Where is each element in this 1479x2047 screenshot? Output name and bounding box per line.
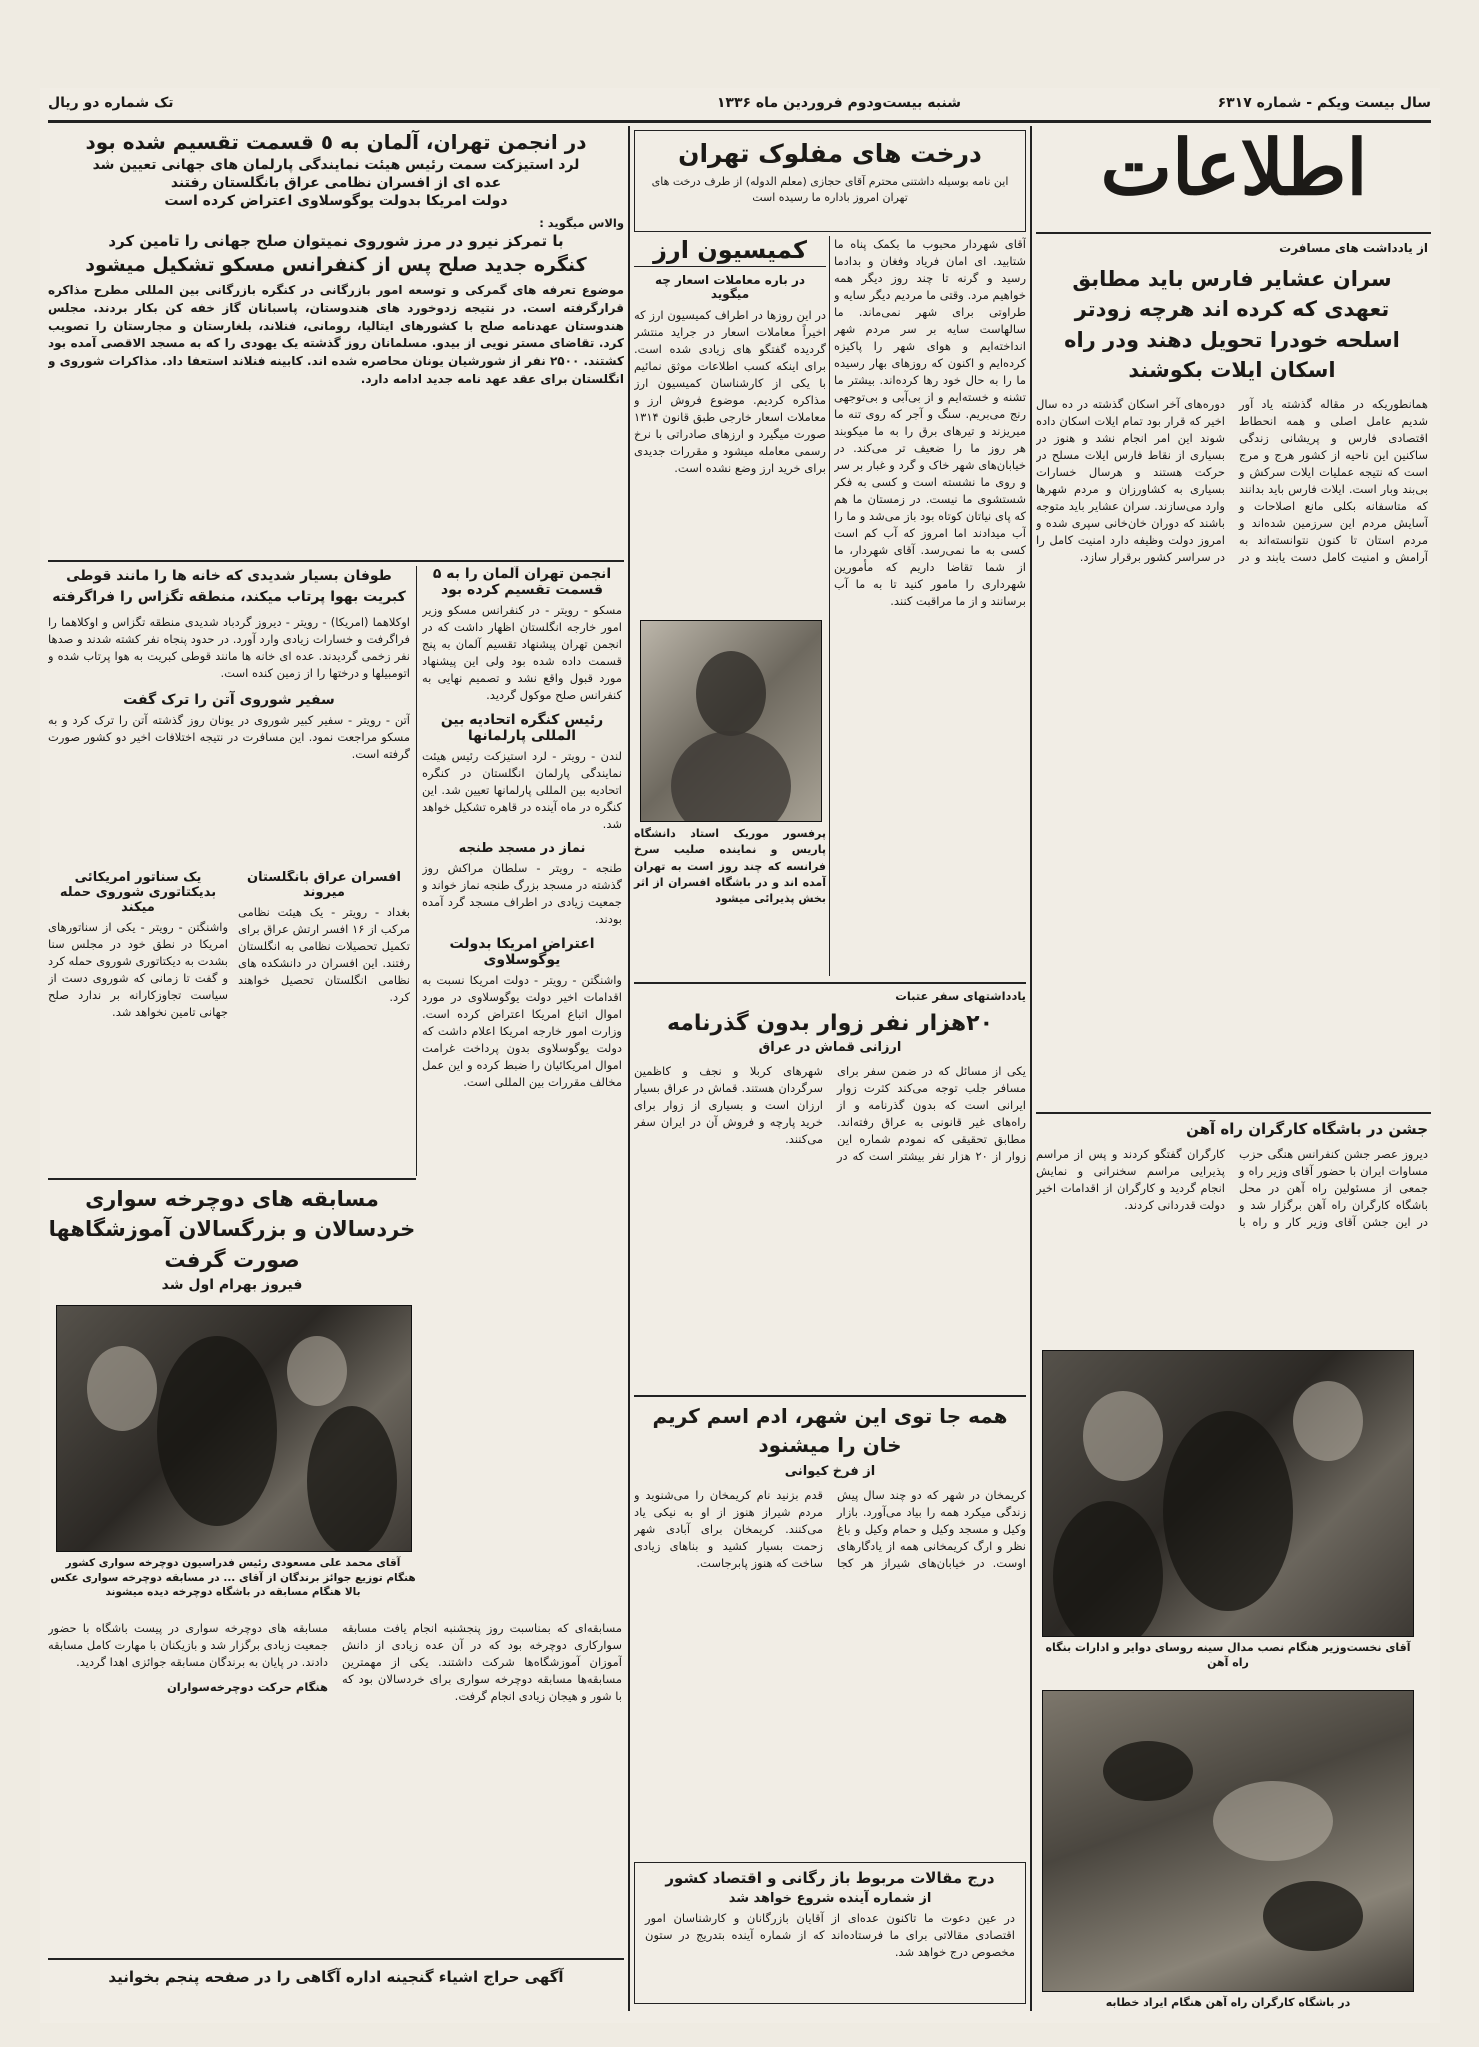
protest-headline: اعتراض امریکا بدولت یوگوسلاوی	[449, 936, 595, 969]
masthead	[1038, 128, 1430, 228]
section-rule	[634, 982, 1026, 984]
bike-photo-note: هنگام حرکت دوچرخه‌سواران	[166, 1680, 328, 1695]
trees-body: آقای شهردار محبوب ما بکمک پناه ما شتابید. ای امان فریاد وفغان و بدادما رسید و گرنه تا چند روز دیگر همه خواهیم مرد. وقتی ما مردیم دیگر سایه و طراوتی برای شهر نمی‌ماند. ما سالهاست سایه بر سر مردم شهر انداخته‌ایم و هوای شهر را پاکیزه کرده‌ایم و اکنون که روزهای بهار رسیده ما را به حال خود رها کرده‌اند. بیشتر ما تشنه و خسته‌ایم و از بی‌آبی و بی‌توجهی رنج می‌بریم. سنگ و آجر که روی تنه ما میریزند و تیرهای برق را به ما میکوبند هر روز ما را ضعیف تر می‌کند. در خیابان‌های شهر خاک و گرد و غبار بر سر و روی ما نشسته است و کسی به فکر شستشوی ما نیست. در زمستان ما هم که پای نیاتان کوتاه بود باز می‌شد و ما را آب میدادند اما امروز که آب کم است کسی به ما نمی‌رسد. آقای شهردار، ما از شما تقاضا داریم که مأمورین شهرداری را مامور کنید تا به ما آب برسانند و از ما مراقبت کنند.	[834, 237, 1026, 609]
travel-article	[634, 988, 1026, 1388]
storm-article	[48, 566, 410, 866]
photo2-caption: در باشگاه کارگران راه آهن هنگام ایراد خطابه	[1105, 1996, 1351, 2009]
union-body: لندن - رویتر - لرد استیزکت رئیس هیئت نمایندگی پارلمان انگلستان در کنگره اتحادیه بین المللی پارلمانها تعیین شد. این کنگره در ماه آینده در قاهره تشکیل خواهد شد.	[422, 749, 622, 832]
section-rule	[48, 560, 624, 562]
commission-body: در این روزها در اطراف کمیسیون ارز که اخیراً معاملات اسعار در جراید منتشر گردیده گفتگو های زیادی شده است. برای اینکه کسب اطلاعات موثق نمائیم با یکی از کارشناسان کمیسیون ارز مذاکره کردیم. موضوع فروش ارز و معاملات اسعار خارجی طبق قانون ۱۳۱۴ صورت میگیرد و ارزهای صادراتی با نرخ رسمی معامله میشود و مقررات جدیدی برای خرید ارز وضع نشده است.	[634, 308, 826, 476]
anjoman-sub2: عده ای از افسران نظامی عراق بانگلستان رفتند	[170, 175, 502, 191]
issue-date: شنبه بیست‌و‌دوم فروردین ماه ۱۳۳۶	[716, 95, 961, 111]
iraq-headline: افسران عراق بانگلستان میروند	[247, 870, 401, 900]
shiraz-headline: همه جا توی این شهر، ادم اسم کریم خان را میشنود	[652, 1404, 1008, 1457]
tehran-headline: انجمن تهران آلمان را به ۵ قسمت تقسیم کرده بود	[432, 566, 612, 598]
congress-body: موضوع تعرفه های گمرکی و توسعه امور بازرگانی در کنگره بازرگانی بین المللی مطرح مذاکره قرارگرفته است. در نتیجه زدوخورد های هندوستان، پاسبانان گاز خفه کن بکار بردند. مجلس هندوستان عهدنامه صلح با کشورهای ایتالیا، رومانی، فنلاند، بلغارستان و مجارستان را تصویب کرد. تقاضای مستر نویی از بیدو. مسلمانان روز گذشته یک یهودی را که به مسجد الاقصی آمده بود کشتند. ۲۵۰۰ نفر از شورشیان یونان محاصره شده اند. کابینه فنلاند استعفا داد. مذاکرات شوروی و انگلستان برای عقد عهد نامه جدید ادامه دارد.	[48, 283, 624, 386]
mosque-headline: نماز در مسجد طنجه	[458, 841, 586, 857]
photo-workers	[1042, 1690, 1414, 1992]
sub-column-divider	[416, 566, 417, 1176]
lead-kicker: از یادداشت های مسافرت	[1279, 241, 1428, 255]
bike-sub: فیروز بهرام اول شد	[161, 1277, 303, 1294]
bottom-notice: آگهی حراج اشیاء گنجینه اداره آگاهی را در صفحه پنجم بخوانید	[108, 1968, 564, 1986]
union-headline: رئیس کنگره اتحادیه بین المللی پارلمانها	[440, 712, 604, 745]
senator-headline: یک سناتور امریکائی بدیکتاتوری شوروی حمله میکند	[59, 870, 217, 915]
portrait-photo	[640, 620, 822, 822]
senator-article	[48, 870, 228, 1170]
commission-article	[634, 236, 826, 636]
news-roundup	[48, 130, 624, 560]
lead-article	[1036, 240, 1428, 1110]
section-rule	[634, 1395, 1026, 1397]
photo-ceremony	[1042, 1350, 1414, 1637]
header-strip	[48, 92, 1431, 118]
anjoman-sub3: دولت امریکا بدولت یوگوسلاوی اعتراض کرده است	[164, 193, 508, 209]
anjoman-headline: در انجمن تهران، آلمان به ٥ قسمت تقسیم شده بود	[85, 130, 587, 154]
commission-sub: در باره معاملات اسعار چه میگوید	[654, 273, 806, 301]
bike-body: مسابقه‌ای که بمناسبت روز پنجشنبه انجام یافت مسابقه سوارکاری دوچرخه بود که در آن عده زیادی از دانش آموزان آموزشگاه‌ها شرکت داشتند. یکی از مهمترین مسابقه‌ها مسابقه دوچرخه سواری برای خردسالان بود که با شور و هیجان زیادی انجام گرفت.	[342, 1621, 622, 1704]
shiraz-body: کریمخان در شهر که دو چند سال پیش زندگی میکرد همه را بیاد می‌آورد. بازار وکیل و مسجد وکیل و حمام وکیل و باغ نظر و ارگ کریمخانی همه از یادگارهای اوست. در خیابان‌های شیراز هر کجا قدم بزنید نام کریمخان را می‌شنوید و مردم شیراز هنوز از او به نیکی یاد می‌کنند. کریمخان برای آبادی شهر زحمت بسیار کشید و بناهای زیادی ساخت که هنوز پابرجاست.	[634, 1488, 1026, 1571]
bike-header	[48, 1184, 416, 1304]
travel-body: یکی از مسائل که در ضمن سفر برای مسافر جلب توجه می‌کند کثرت زوار ایرانی است که بدون گذرنامه و از راه‌های غیر قانونی به عراق رفته‌اند. مطابق تحقیقی که نمودم شماره این زوار از ۲۰ هزار نفر بیشتر است که در شهرهای کربلا و نجف و کاظمین سرگردان هستند. قماش در عراق بسیار ارزان است و بسیاری از زوار برای خرید پارچه و فروش آن در ایران سفر می‌کنند.	[634, 1064, 1026, 1164]
mosque-body: طنجه - رویتر - سلطان مراکش روز گذشته در مسجد بزرگ طنجه نماز خواند و جمعیت زیادی در اطراف مسجد گرد آمده بودند.	[422, 861, 622, 927]
trees-article	[834, 236, 1026, 976]
header-rule	[48, 120, 1431, 123]
column-divider	[628, 126, 630, 2011]
photo1-caption: آقای نخست‌وزیر هنگام نصب مدال سینه روسای دوایر و ادارات بنگاه راه آهن	[1045, 1641, 1411, 1670]
iraq-body: بغداد - رویتر - یک هیئت نظامی مرکب از ۱۶ افسر ارتش عراق برای تکمیل تحصیلات نظامی به انگلستان رفتند. این افسران در دانشکده های نظامی انگلستان تحصیل خواهند کرد.	[238, 905, 410, 1005]
congress-headline: کنگره جدید صلح پس از کنفرانس مسکو تشکیل میشود	[85, 254, 587, 277]
travel-headline: ۲۰هزار نفر زوار بدون گذرنامه	[666, 1011, 994, 1037]
trees-sub: این نامه بوسیله داشتنی محترم آقای حجازی (معلم الدوله) از طرف درخت های تهران امروز باداره ما رسیده است	[651, 175, 1009, 205]
rail-headline: جشن در باشگاه کارگران راه آهن	[1186, 1120, 1428, 1138]
protest-body: واشنگتن - رویتر - دولت امریکا نسبت به اقدامات اخیر دولت یوگوسلاوی در مورد اموال اتباع امریکا اعتراض کرده است. وزارت امور خارجه امریکا اعلام داشت که دولت یوگوسلاوی بدون پرداخت غرامت اموال امریکائیان را ضبط کرده و این عمل مخالف مقررات بین المللی است.	[422, 973, 622, 1090]
section-rule	[48, 1178, 416, 1180]
bike-caption: آقای محمد علی مسعودی رئیس فدراسیون دوچرخه سواری کشور هنگام توزیع جوائز برندگان از آقای ... در مسابقه دوچرخه سواری عکس بالا هنگام مسابقه در باشگاه دوچرخه دیده میشوند	[50, 1557, 416, 1599]
trees-headline-box	[634, 130, 1026, 232]
briefs-column	[422, 566, 622, 1576]
wallace-kicker: والاس میگوید :	[539, 216, 624, 230]
ambassador-body: آتن - رویتر - سفیر کبیر شوروی در یونان روز گذشته آتن را ترک کرد و به مسکو مراجعت نمود. این مسافرت در نتیجه اختلافات اخیر دو کشور صورت گرفته است.	[48, 713, 410, 762]
tehran-body: مسکو - رویتر - در کنفرانس مسکو وزیر امور خارجه انگلستان اظهار داشت که در انجمن تهران پیشنهاد تقسیم آلمان به پنج قسمت داده شده بود ولی این پیشنهاد مورد قبول واقع نشد و تصمیم نهایی به کنفرانس صلح موکول گردید.	[422, 603, 622, 703]
series-sub: از شماره آینده شروع خواهد شد	[728, 1891, 932, 1906]
rail-article	[1036, 1120, 1428, 1340]
storm-body: اوکلاهما (امریکا) - رویتر - دیروز گردباد شدیدی منطقه تگزاس و اوکلاهما را فراگرفت و خسارات زیادی وارد آورد. در حدود پنجاه نفر کشته شدند و صدها نفر زخمی گردیدند. عده ای خانه ها مانند قوطی کبریت به هوا پرتاب شده و اتومبیلها و درختها را از زمین کنده است.	[48, 615, 410, 681]
lead-body: همانطوریکه در مقاله گذشته یاد آور شدیم عامل اصلی و همه انحطاط اقتصادی فارس و پریشانی زندگی ساکنین این ناحیه از کشور هرج و مرج است که نتیجه عملیات ایلات سرکش و بی‌بند وبار است. ایلات فارس باید بدانند که متاسفانه بکلی مانع اصلاحات و آسایش مردم این سرزمین شده‌اند و مردم استان تا کنون نتوانسته‌اند به آرامش و امنیت کامل دست یابند و در دوره‌های آخر اسکان گذشته در ده سال اخیر که قرار بود تمام ایلات اسکان داده شوند این امر انجام نشد و هنوز در بسیاری از نقاط فارس ایلات مسلح در حرکت هستند و هرسال خسارات بسیاری به کشاورزان و مردم شهرها وارد می‌سازند. سران عشایر باید متوجه باشند که دوران خان‌خانی سپری شده و امروز دولت وظیفه دارد امنیت کامل را در سراسر کشور برقرار سازد.	[1036, 396, 1428, 564]
bike-photo	[56, 1305, 412, 1552]
shiraz-byline: از فرخ کیوانی	[784, 1464, 876, 1479]
masthead-title: اطلاعات	[1100, 128, 1368, 212]
bike-headline: مسابقه های دوچرخه سواری خردسالان و بزرگسالان آموزشگاهها صورت گرفت	[48, 1187, 416, 1272]
series-notice-box	[634, 1862, 1026, 2004]
lead-headline: سران عشایر فارس باید مطابق تعهدی که کرده اند هرچه زودتر اسلحه خودرا تحویل دهند ودر راه اسکان ایلات بکوشند	[1064, 266, 1400, 383]
anjoman-sub1: لرد استیزکت سمت رئیس هیئت نمایندگی پارلمان های جهانی تعیین شد	[92, 157, 580, 173]
series-body: در عین دعوت ما تاکنون عده‌ای از آقایان بازرگانان و کارشناسان امور اقتصادی مقالاتی برای ما فرستاده‌اند که از شماره آینده بتدریج در ستون مخصوص درج خواهد شد.	[645, 1911, 1015, 1960]
bike-body2: مسابقه های دوچرخه سواری در پیست باشگاه با حضور جمعیت زیادی برگزار شد و بازیکنان با مهارت کامل مسابقه دادند. در پایان به برندگان مسابقه جوائزی اهدا گردید.	[48, 1621, 328, 1670]
rail-body: دیروز عصر جشن کنفرانس هنگی حزب مساوات ایران با حضور آقای وزیر راه و جمعی از مسئولین راه آهن در محل باشگاه کارگران راه آهن برگزار شد و در این جشن آقای وزیر کار و راه با کارگران گفتگو کردند و پس از مراسم پذیرایی مراسم سخنرانی و نمایش انجام گردید و کارگران از اقدامات اخیر دولت قدردانی کردند.	[1036, 1147, 1428, 1230]
iraq-article	[238, 870, 410, 1170]
sub-column-divider	[829, 236, 830, 976]
series-title: درج مقالات مربوط باز رگانی و اقتصاد کشور	[665, 1869, 995, 1887]
commission-headline: کمیسیون ارز	[634, 236, 826, 267]
year-issue: سال بیست ویکم - شماره ۶۳۱۷	[1217, 95, 1431, 111]
travel-sub: ارزانی قماش در عراق	[758, 1040, 902, 1056]
masthead-rule	[1036, 232, 1431, 234]
shiraz-article	[634, 1402, 1026, 1852]
section-rule	[1036, 1112, 1431, 1114]
portrait-caption: پرفسور موریک استاد دانشگاه پاریس و نماینده صلیب سرخ فرانسه که چند روز است به تهران آمده اند و در باشگاه افسران از اثر بخش پذیرائی میشود	[634, 827, 826, 906]
section-rule	[48, 1958, 624, 1960]
price: تک شماره دو ریال	[48, 95, 174, 111]
bike-story	[48, 1620, 622, 1950]
travel-kicker: یادداشتهای سفر عتبات	[895, 989, 1026, 1003]
column-divider	[1030, 126, 1032, 2011]
senator-body: واشنگتن - رویتر - یکی از سناتورهای امریکا در نطق خود در مجلس سنا بشدت به دیکتاتوری شوروی حمله کرد و گفت تا زمانی که شوروی دست از سیاست تجاوزکارانه بر ندارد صلح جهانی تامین نخواهد شد.	[48, 920, 228, 1020]
trees-headline: درخت های مفلوک تهران	[678, 139, 982, 168]
storm-headline: طوفان بسیار شدیدی که خانه ها را مانند قوطی کبریت بهوا پرتاب میکند، منطقه تگزاس را فراگرفته	[52, 568, 406, 605]
ambassador-headline: سفیر شوروی آتن را ترک گفت	[123, 692, 335, 709]
wallace-headline: با تمرکز نیرو در مرز شوروی نمیتوان صلح جهانی را تامین کرد	[108, 232, 564, 251]
